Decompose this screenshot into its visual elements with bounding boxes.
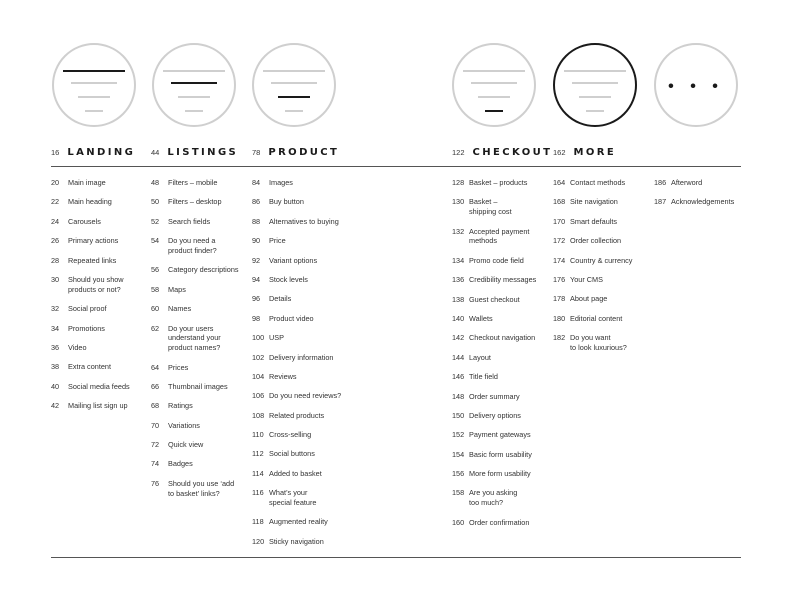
toc-entry-title: Do you need a product finder?	[168, 236, 217, 255]
toc-entry[interactable]	[553, 217, 653, 227]
toc-entry[interactable]	[51, 401, 146, 411]
toc-entry-page-number: 160	[452, 517, 465, 527]
toc-entry-title: Title field	[469, 372, 498, 382]
section-title[interactable]: LISTINGS	[167, 147, 239, 158]
landing-icon[interactable]	[52, 43, 136, 127]
toc-entry-title: Order collection	[570, 236, 622, 246]
toc-entry[interactable]	[151, 479, 246, 499]
toc-entry-title: Are you asking too much?	[469, 488, 518, 508]
toc-entry-page-number: 60	[151, 304, 160, 314]
toc-entry[interactable]	[151, 459, 246, 469]
toc-entry[interactable]	[452, 488, 552, 508]
toc-entry-title: Do your users understand your product names?	[168, 323, 221, 353]
listings-list	[151, 178, 246, 508]
toc-entry[interactable]	[252, 488, 362, 508]
toc-entry[interactable]	[452, 353, 552, 363]
toc-entry-title: Basket – products	[469, 178, 528, 187]
toc-entry-title: Delivery options	[469, 410, 521, 420]
toc-entry-page-number: 48	[151, 178, 160, 187]
icon-bar	[485, 110, 503, 112]
toc-entry-title: Smart defaults	[570, 216, 618, 226]
product-icon[interactable]	[252, 43, 336, 127]
toc-entry-page-number: 114	[252, 468, 264, 478]
toc-entry[interactable]	[252, 537, 362, 547]
toc-entry-title: Search fields	[168, 216, 211, 226]
toc-entry-page-number: 52	[151, 216, 160, 226]
toc-entry[interactable]	[452, 256, 552, 266]
toc-entry-page-number: 40	[51, 381, 60, 391]
toc-entry-title: Layout	[469, 352, 491, 362]
toc-entry-title: Primary actions	[68, 236, 119, 246]
toc-entry[interactable]	[452, 275, 552, 285]
toc-entry[interactable]	[51, 217, 146, 227]
toc-entry[interactable]	[151, 285, 246, 295]
toc-entry[interactable]	[151, 421, 246, 431]
toc-entry-page-number: 176	[553, 274, 566, 284]
toc-entry-title: Do you need reviews?	[269, 391, 342, 401]
section-heading-listings	[151, 147, 238, 158]
icon-bar	[185, 110, 203, 112]
toc-entry-title: Category descriptions	[168, 265, 239, 275]
toc-entry-page-number: 100	[252, 333, 265, 343]
toc-entry-page-number: 96	[252, 294, 261, 304]
toc-entry-page-number: 84	[252, 178, 261, 187]
toc-entry[interactable]	[252, 294, 362, 304]
toc-entry-page-number: 42	[51, 401, 60, 411]
toc-entry-title: Stock levels	[269, 274, 308, 284]
toc-entry-title: Names	[168, 304, 192, 314]
icon-bar	[271, 82, 317, 84]
icon-bar	[564, 70, 626, 72]
toc-entry-page-number: 26	[51, 236, 60, 246]
icon-bar	[478, 96, 510, 98]
toc-entry[interactable]	[51, 178, 146, 188]
toc-entry-title: Order confirmation	[469, 517, 530, 527]
section-page-number: 162	[553, 148, 566, 157]
toc-entry[interactable]	[452, 392, 552, 402]
toc-entry-title: Product video	[269, 313, 314, 323]
section-icons	[0, 0, 792, 140]
toc-entry-page-number: 116	[252, 488, 264, 498]
toc-entry[interactable]	[51, 275, 146, 295]
icon-bar	[63, 70, 125, 72]
toc-entry-title: More form usability	[469, 469, 531, 479]
toc-entry-title: Credibility messages	[469, 275, 537, 285]
toc-entry-title: Cross-selling	[269, 430, 312, 440]
toc-entry[interactable]	[452, 430, 552, 440]
icon-bar	[579, 96, 611, 98]
toc-entry-page-number: 76	[151, 478, 160, 488]
toc-entry-page-number: 148	[452, 391, 465, 401]
icon-bar	[278, 96, 310, 98]
toc-entry-page-number: 112	[252, 449, 264, 459]
toc-entry-title: Augmented reality	[269, 517, 328, 527]
toc-entry[interactable]	[51, 236, 146, 246]
section-page-number: 122	[452, 148, 465, 157]
toc-entry[interactable]	[252, 430, 362, 440]
landing-list	[51, 178, 146, 420]
toc-entry-page-number: 72	[151, 440, 160, 450]
toc-entry[interactable]	[553, 333, 653, 353]
toc-entry-page-number: 132	[452, 226, 465, 236]
toc-entry[interactable]	[151, 178, 246, 188]
toc-entry-title: USP	[269, 333, 285, 343]
toc-entry-title: Video	[68, 342, 87, 352]
toc-entry-title: Prices	[168, 362, 189, 372]
toc-entry-page-number: 130	[452, 197, 465, 207]
toc-entry-page-number: 90	[252, 236, 261, 246]
toc-entry[interactable]	[151, 304, 246, 314]
icon-bar	[85, 110, 103, 112]
section-title[interactable]: PRODUCT	[268, 147, 340, 158]
toc-entry[interactable]	[654, 178, 754, 188]
toc-entry-page-number: 140	[452, 313, 465, 323]
toc-entry-page-number: 110	[252, 430, 264, 440]
toc-entry-page-number: 98	[252, 313, 261, 323]
toc-entry-title: Alternatives to buying	[269, 216, 339, 226]
toc-entry-page-number: 22	[51, 197, 60, 207]
toc-entry-page-number: 56	[151, 265, 160, 275]
toc-entry-page-number: 138	[452, 294, 465, 304]
toc-entry-page-number: 54	[151, 236, 160, 246]
toc-entry-page-number: 70	[151, 420, 160, 430]
toc-entry-title: Price	[269, 236, 286, 246]
toc-entry[interactable]	[553, 314, 653, 324]
toc-entry-title: Buy button	[269, 197, 304, 207]
icon-bar	[71, 82, 117, 84]
toc-entry[interactable]	[51, 324, 146, 334]
toc-entry-title: Images	[269, 178, 293, 187]
icon-bar	[78, 96, 110, 98]
toc-entry-page-number: 20	[51, 178, 60, 187]
icon-bar	[178, 96, 210, 98]
bottom-divider	[51, 557, 741, 558]
toc-entry[interactable]	[151, 440, 246, 450]
toc-entry[interactable]	[252, 517, 362, 527]
toc-entry-title: Wallets	[469, 313, 493, 323]
toc-entry-title: Your CMS	[570, 274, 603, 284]
toc-entry[interactable]	[252, 353, 362, 363]
section-page-number: 16	[51, 148, 60, 157]
toc-entry[interactable]	[553, 256, 653, 266]
icon-bar	[171, 82, 217, 84]
toc-entry[interactable]	[252, 236, 362, 246]
toc-entry[interactable]	[452, 197, 552, 217]
toc-entry[interactable]	[553, 178, 653, 188]
toc-entry[interactable]	[51, 197, 146, 207]
toc-entry-page-number: 50	[151, 197, 160, 207]
icon-bar	[586, 110, 604, 112]
more-icon[interactable]	[553, 43, 637, 127]
toc-entry-page-number: 32	[51, 304, 60, 314]
toc-entry[interactable]	[151, 217, 246, 227]
checkout-icon[interactable]	[452, 43, 536, 127]
toc-entry-page-number: 106	[252, 391, 265, 401]
toc-entry-page-number: 152	[452, 430, 465, 440]
toc-entry-page-number: 120	[252, 536, 265, 546]
toc-entry-title: Delivery information	[269, 352, 334, 362]
toc-entry-title: Badges	[168, 459, 193, 469]
toc-entry[interactable]	[151, 236, 246, 256]
toc-entry-title: Quick view	[168, 440, 204, 450]
toc-entry-page-number: 134	[452, 255, 465, 265]
icon-bar	[285, 110, 303, 112]
toc-entry-title: Added to basket	[269, 468, 322, 478]
toc-entry-title: Filters – mobile	[168, 178, 218, 187]
toc-entry-title: Details	[269, 294, 292, 304]
toc-entry-title: What’s your special feature	[269, 488, 317, 508]
toc-entry-title: Related products	[269, 410, 325, 420]
toc-entry-title: Promotions	[68, 323, 105, 333]
icon-bar	[572, 82, 618, 84]
toc-entry-title: Main image	[68, 178, 106, 187]
toc-entry-title: Guest checkout	[469, 294, 520, 304]
toc-entry-page-number: 164	[553, 178, 566, 187]
toc-entry[interactable]	[151, 363, 246, 373]
toc-entry-page-number: 68	[151, 401, 160, 411]
toc-entry[interactable]	[452, 178, 552, 188]
toc-entry[interactable]	[553, 275, 653, 285]
toc-entry-page-number: 150	[452, 410, 465, 420]
toc-entry-title: Site navigation	[570, 197, 618, 207]
listings-icon[interactable]	[152, 43, 236, 127]
toc-entry-title: Acknowledgements	[671, 197, 735, 207]
toc-entry-title: Editorial content	[570, 313, 623, 323]
toc-entry-page-number: 28	[51, 255, 60, 265]
toc-entry-page-number: 38	[51, 362, 60, 372]
toc-entry[interactable]	[252, 411, 362, 421]
toc-entry[interactable]	[252, 275, 362, 285]
toc-entry[interactable]	[51, 382, 146, 392]
toc-entry[interactable]	[151, 382, 246, 392]
product-list	[252, 178, 362, 556]
toc-entry-page-number: 178	[553, 294, 566, 304]
toc-entry[interactable]	[252, 178, 362, 188]
toc-entry[interactable]	[452, 372, 552, 382]
section-title[interactable]: LANDING	[67, 147, 136, 158]
toc-entry[interactable]	[252, 217, 362, 227]
checkout-list	[452, 178, 552, 537]
icon-bar	[163, 70, 225, 72]
toc-entry-title: Filters – desktop	[168, 197, 222, 207]
toc-entry-title: Variations	[168, 420, 200, 430]
toc-entry-page-number: 92	[252, 255, 261, 265]
toc-entry[interactable]	[151, 401, 246, 411]
toc-entry-page-number: 146	[452, 372, 465, 382]
toc-entry-title: Social proof	[68, 304, 107, 314]
toc-entry[interactable]	[553, 236, 653, 246]
toc-entry-title: Sticky navigation	[269, 536, 324, 546]
toc-entry-title: Social buttons	[269, 449, 315, 459]
toc-entry-page-number: 64	[151, 362, 160, 372]
toc-entry[interactable]	[51, 343, 146, 353]
top-divider	[51, 166, 741, 167]
toc-entry-title: Country & currency	[570, 255, 633, 265]
toc-entry-title: Contact methods	[570, 178, 626, 187]
toc-entry[interactable]	[252, 333, 362, 343]
toc-entry-title: Thumbnail images	[168, 381, 228, 391]
section-page-number: 44	[151, 148, 160, 157]
toc-entry-title: Checkout navigation	[469, 333, 536, 343]
toc-entry-title: Payment gateways	[469, 430, 531, 440]
toc-entry[interactable]	[51, 304, 146, 314]
toc-entry[interactable]	[452, 469, 552, 479]
toc-entry-page-number: 24	[51, 216, 60, 226]
section-heading-landing	[51, 147, 135, 158]
toc-entry-title: Should you use ‘add to basket’ links?	[168, 478, 235, 498]
toc-entry-page-number: 74	[151, 459, 160, 469]
toc-entry[interactable]	[452, 450, 552, 460]
toc-entry-title: Promo code field	[469, 255, 524, 265]
icon-bar	[463, 70, 525, 72]
toc-entry[interactable]	[252, 256, 362, 266]
toc-entry[interactable]	[452, 518, 552, 528]
toc-entry-page-number: 36	[51, 342, 60, 352]
toc-entry-page-number: 174	[553, 255, 566, 265]
toc-entry[interactable]	[252, 391, 362, 401]
toc-entry-page-number: 182	[553, 333, 566, 343]
toc-entry-title: Should you show products or not?	[68, 274, 124, 294]
toc-entry-title: Accepted payment methods	[469, 226, 530, 246]
toc-entry-page-number: 66	[151, 381, 160, 391]
toc-entry-title: Social media feeds	[68, 381, 130, 391]
icon-bar	[471, 82, 517, 84]
toc-entry-page-number: 172	[553, 236, 566, 246]
toc-entry-page-number: 108	[252, 410, 265, 420]
toc-entry-page-number: 104	[252, 371, 265, 381]
toc-entry[interactable]	[452, 227, 552, 247]
toc-entry-page-number: 170	[553, 216, 566, 226]
toc-entry-page-number: 88	[252, 216, 261, 226]
toc-entry-page-number: 158	[452, 488, 465, 498]
toc-entry-title: Variant options	[269, 255, 318, 265]
toc-entry-page-number: 168	[553, 197, 566, 207]
toc-entry-page-number: 186	[654, 178, 667, 187]
toc-entry-page-number: 30	[51, 274, 60, 284]
toc-entry-title: Ratings	[168, 401, 193, 411]
toc-entry-title: Carousels	[68, 216, 101, 226]
toc-entry[interactable]	[252, 469, 362, 479]
toc-entry-title: Extra content	[68, 362, 111, 372]
toc-entry-title: Order summary	[469, 391, 520, 401]
toc-entry[interactable]	[553, 197, 653, 207]
toc-entry-page-number: 118	[252, 517, 264, 527]
toc-entry-page-number: 136	[452, 275, 465, 285]
toc-entry[interactable]	[452, 314, 552, 324]
toc-entry-title: Do you want to look luxurious?	[570, 333, 627, 352]
section-heading-checkout	[452, 147, 552, 158]
toc-entry[interactable]	[252, 449, 362, 459]
toc-entry-title: Afterword	[671, 178, 703, 187]
section-title[interactable]: MORE	[573, 147, 617, 158]
toc-entry-title: Repeated links	[68, 255, 117, 265]
toc-entry-title: Basket – shipping cost	[469, 197, 512, 217]
toc-entry[interactable]	[252, 197, 362, 207]
toc-entry-page-number: 58	[151, 284, 160, 294]
toc-entry[interactable]	[553, 294, 653, 304]
section-heading-product	[252, 147, 339, 158]
toc-entry-title: Mailing list sign up	[68, 401, 128, 411]
toc-entry-title: About page	[570, 294, 608, 304]
toc-entry-page-number: 94	[252, 274, 261, 284]
toc-entry-page-number: 102	[252, 352, 265, 362]
toc-entry-page-number: 180	[553, 313, 566, 323]
ellipsis-icon[interactable]	[654, 43, 738, 127]
back-matter-list	[654, 178, 754, 217]
section-heading-more	[553, 147, 616, 158]
toc-entry-page-number: 144	[452, 352, 465, 362]
toc-entry-title: Reviews	[269, 371, 297, 381]
toc-entry-page-number: 86	[252, 197, 261, 207]
toc-entry[interactable]	[51, 362, 146, 372]
toc-entry-page-number: 62	[151, 323, 160, 333]
toc-entry[interactable]	[654, 197, 754, 207]
toc-entry-page-number: 187	[654, 197, 667, 207]
toc-entry[interactable]	[252, 314, 362, 324]
toc-entry[interactable]	[452, 295, 552, 305]
icon-bar	[263, 70, 325, 72]
toc-entry[interactable]	[452, 411, 552, 421]
toc-entry[interactable]	[151, 265, 246, 275]
toc-entry-page-number: 156	[452, 469, 465, 479]
section-title[interactable]: CHECKOUT	[472, 147, 553, 158]
toc-entry-page-number: 128	[452, 178, 465, 187]
section-page-number: 78	[252, 148, 261, 157]
toc-entry-title: Main heading	[68, 197, 112, 207]
more-list	[553, 178, 653, 362]
toc-entry-page-number: 154	[452, 449, 465, 459]
toc-entry-page-number: 34	[51, 323, 60, 333]
toc-entry[interactable]	[151, 197, 246, 207]
toc-entry[interactable]	[252, 372, 362, 382]
toc-entry[interactable]	[51, 256, 146, 266]
toc-entry-title: Basic form usability	[469, 449, 532, 459]
toc-entry[interactable]	[151, 324, 246, 353]
ellipsis-dots: • • •	[668, 78, 724, 95]
toc-entry-page-number: 142	[452, 333, 465, 343]
toc-entry[interactable]	[452, 333, 552, 343]
toc-entry-title: Maps	[168, 284, 186, 294]
